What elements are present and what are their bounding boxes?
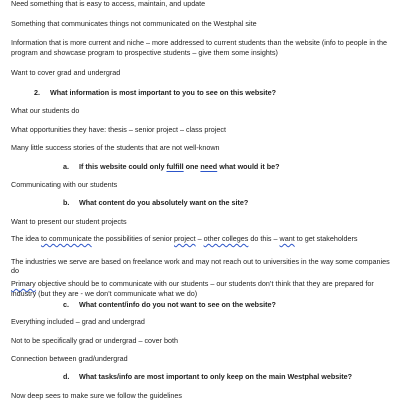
question-text: What content/info do you not want to see on the website? (79, 299, 276, 309)
question-a-heading: a. If this website could only fulfill one need what would it be? (63, 161, 280, 171)
answer-line: Many little success stories of the students that are not well-known (11, 143, 220, 153)
note-line: Something that communicates things not communicated on the Westphal site (11, 19, 257, 28)
answer-line: What opportunities they have: thesis – senior project – class project (11, 124, 226, 134)
question-c-heading (63, 301, 276, 309)
spell-marked-word: need (200, 161, 218, 171)
note-line: Need something that is easy to access, maintain, and update (11, 0, 206, 8)
answer-line: Not to be specifically grad or undergrad – cover both (11, 335, 179, 345)
answer-paragraph: Primary objective should be to communicate with our students – our students don’t think that they are prepared for industry (but they are - we don’t communicate what we do) (11, 279, 374, 298)
answer-line: Connection between grad/undergrad (11, 354, 128, 363)
note-line: Want to cover grad and undergrad (11, 68, 121, 78)
answer-line: What our students do (11, 105, 80, 115)
question-text: What content do you absolutely want on the site? (79, 198, 249, 208)
note-paragraph: Information that is more current and niche – more addressed to current students than the website (info to people in the program and showcase program to prospective students – give them some insights) (11, 38, 387, 57)
question-letter: a. (63, 161, 69, 171)
question-text: What information is most important to you to see on this website? (50, 88, 277, 98)
answer-line: Now deep sees to make sure we follow the guidelines (11, 390, 182, 400)
answer-line: Want to present our student projects (11, 216, 127, 226)
question-d-heading (63, 373, 352, 381)
question-letter: d. (63, 372, 70, 382)
question-2-heading (34, 89, 276, 97)
question-b-heading (63, 199, 248, 207)
answer-line: Everything included – grad and undergrad (11, 317, 145, 327)
answer-line: Communicating with our students (11, 179, 118, 189)
question-letter: c. (63, 299, 69, 309)
question-letter: b. (63, 198, 70, 208)
spell-marked-word: fulfill (166, 161, 184, 171)
answer-paragraph: The idea to communicate the possibilities of senior project – other colleges do this – want to get stakeholders (11, 234, 358, 244)
answer-paragraph: The industries we serve are based on freelance work and may not reach out to universities in the way some companies do (11, 256, 390, 276)
question-number: 2. (34, 88, 40, 98)
question-text: What tasks/info are most important to only keep on the main Westphal website? (79, 372, 353, 382)
